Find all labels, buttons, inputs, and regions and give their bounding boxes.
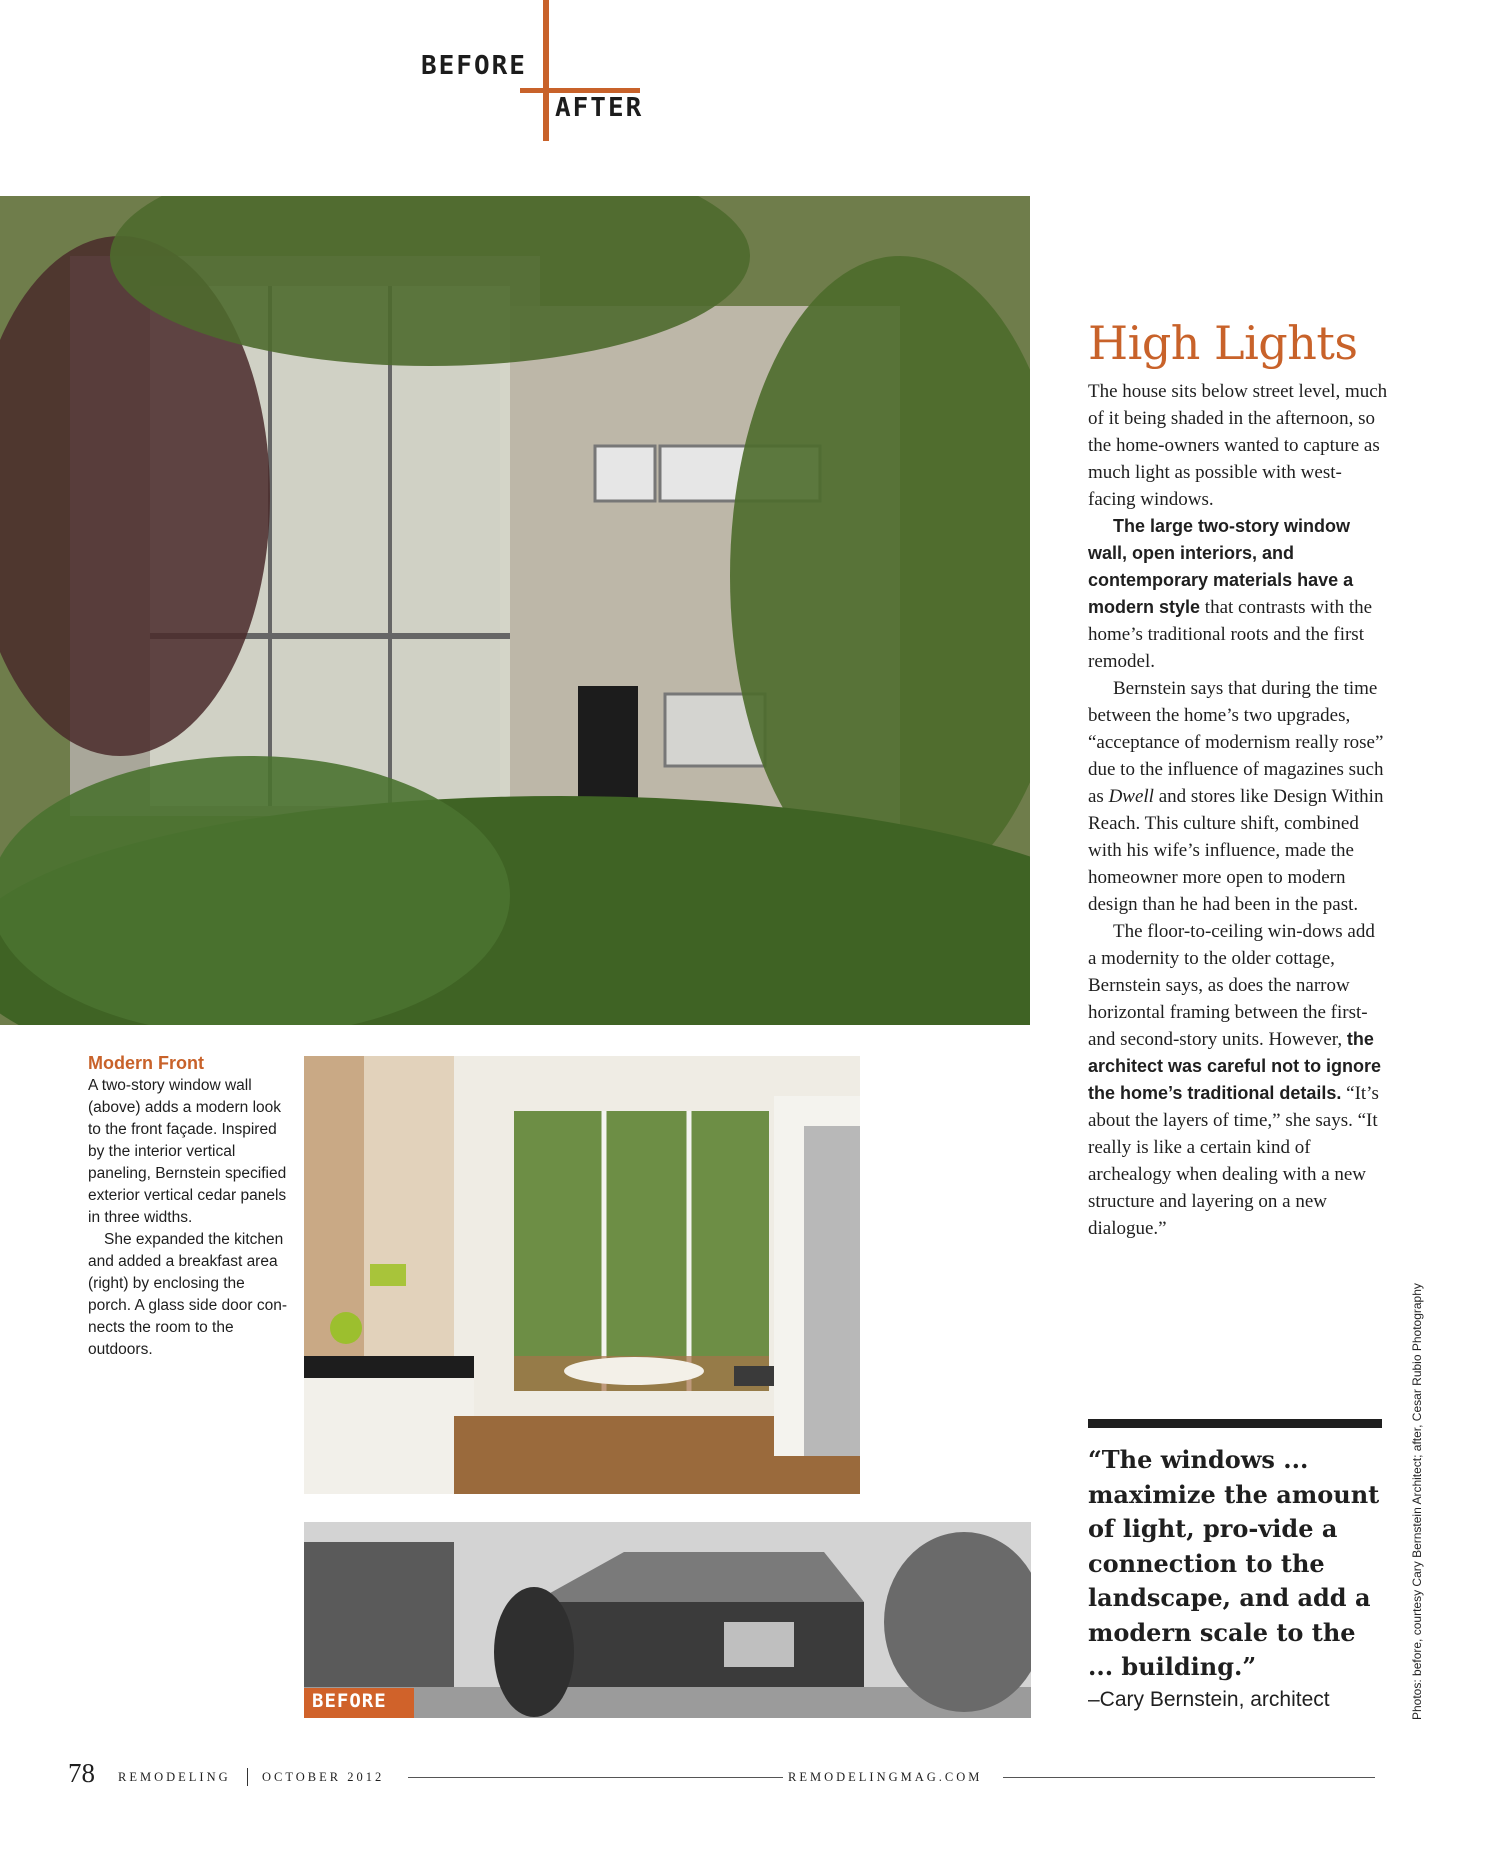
footer-magazine-name: REMODELING [118, 1770, 231, 1784]
caption-title: Modern Front [88, 1053, 204, 1073]
caption-body [88, 1075, 288, 1361]
footer-rule-right [1003, 1777, 1375, 1778]
hero-photo-illustration [0, 196, 1030, 1025]
magazine-title: Dwell [1108, 786, 1154, 807]
article-body [1088, 378, 1388, 1242]
footer-website-url: REMODELINGMAG.COM [788, 1770, 983, 1784]
body-emphasis: The large two-story window wall, open interiors, and contemporary materials have a modern style [1088, 516, 1354, 617]
pull-quote-rule [1088, 1419, 1382, 1428]
body-text-run: Bernstein says that during the time between the home’s two upgrades, “acceptance of modernism really rose” due to the influence of magazines such as [1088, 678, 1384, 807]
logo-after-text: AFTER [555, 93, 644, 123]
kitchen-photo-illustration [304, 1056, 860, 1494]
logo-before-text: BEFORE [421, 51, 527, 81]
footer-rule-left [408, 1777, 783, 1778]
pull-quote-text: “The windows ... maximize the amount of light, pro-vide a connection to the landscape, and add a modern scale to the ... building.” [1088, 1445, 1380, 1681]
photo-credit: Photos: before, courtesy Cary Bernstein Architect; after, Cesar Rubio Photography [1410, 1283, 1424, 1720]
before-photo [304, 1522, 1031, 1718]
before-photo-illustration [304, 1522, 1031, 1718]
footer-issue-date: OCTOBER 2012 [262, 1770, 385, 1784]
hero-photo-exterior [0, 196, 1030, 1025]
body-paragraph [1088, 513, 1388, 675]
footer-separator [247, 1768, 248, 1786]
body-paragraph: The house sits below street level, much of it being shaded in the afternoon, so the home-owners wanted to capture as much light as possible with west-facing windows. [1088, 381, 1388, 510]
body-text-run: The floor-to-ceiling win-dows add a modernity to the older cottage, Bernstein says, as does the narrow horizontal framing between the first- and second-story units. However, [1088, 921, 1375, 1050]
body-text-run: that contrasts with the home’s traditional roots and the first remodel. [1088, 597, 1373, 672]
body-text-run: and stores like Design Within Reach. This culture shift, combined with his wife’s influence, made the homeowner more open to modern design than he had been in the past. [1088, 786, 1384, 915]
caption-paragraph: A two-story window wall (above) adds a modern look to the front façade. Inspired by the interior vertical paneling, Bernstein specified exterior vertical cedar panels in three widths. [88, 1077, 287, 1226]
pull-quote-attribution: –Cary Bernstein, architect [1088, 1688, 1330, 1711]
body-text-run: “It’s about the layers of time,” she says. “It really is like a certain kind of archealogy when dealing with a new structure and layering on a new dialogue.” [1088, 1083, 1379, 1239]
body-paragraph [1088, 918, 1388, 1242]
article-headline: High Lights [1088, 316, 1358, 370]
body-emphasis: the architect was careful not to ignore the home’s traditional details. [1088, 1029, 1382, 1103]
body-paragraph [1088, 675, 1388, 918]
logo-vertical-bar [543, 0, 549, 141]
kitchen-photo [304, 1056, 860, 1494]
caption-paragraph: She expanded the kitchen and added a breakfast area (right) by enclosing the porch. A glass side door con-nects the room to the outdoors. [88, 1231, 288, 1358]
page-number: 78 [68, 1758, 95, 1788]
before-label: BEFORE [312, 1690, 387, 1712]
